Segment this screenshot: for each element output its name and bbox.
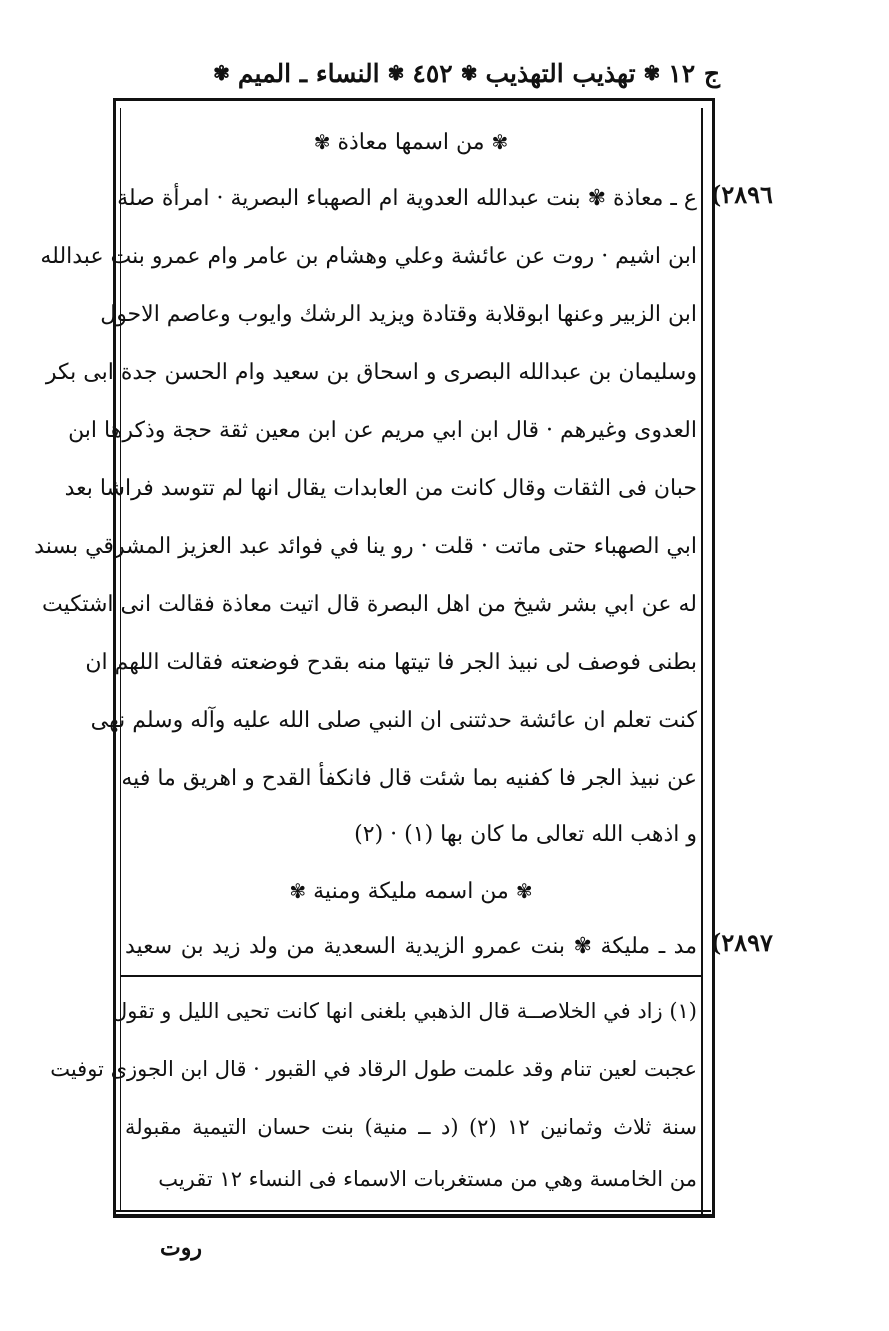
footnote-line: (١) زاد في الخلاصــة قال الذهبي بلغنى انها كانت تحيى الليل و تقول bbox=[112, 999, 697, 1023]
section-title: النساء ـ الميم bbox=[237, 58, 380, 88]
footnote-line: من الخامسة وهي من مستغربات الاسماء فى النساء ١٢ تقريب bbox=[158, 1167, 697, 1191]
text-line: حبان فى الثقات وقال كانت من العابدات يقال انها لم تتوسد فراشا بعد bbox=[64, 476, 697, 501]
text-line: له عن ابي بشر شيخ من اهل البصرة قال اتيت معاذة فقالت انى اشتكيت bbox=[41, 592, 697, 617]
text-line: العدوى وغيرهم · قال ابن ابي مريم عن ابن معين ثقة حجة وذكرها ابن bbox=[68, 418, 697, 443]
entry-heading bbox=[125, 862, 697, 920]
volume-label: ج ١٢ bbox=[668, 58, 720, 88]
text-line: وسليمان بن عبدالله البصرى و اسحاق بن سعيد وام الحسن جدة ابى بكر bbox=[45, 360, 697, 385]
frame-inner-bottom-rule bbox=[113, 1210, 711, 1212]
flower-ornament-icon bbox=[388, 61, 405, 85]
flower-ornament-icon bbox=[213, 61, 230, 85]
text-line: مد ـ مليكة ✾ بنت عمرو الزيدية السعدية من ولد زيد بن سعيد bbox=[125, 934, 697, 959]
entry-number: (٢٨٩٧ bbox=[710, 928, 773, 957]
text-line: عن نبيذ الجر فا كفنيه بما شئت قال فانكفأ القدح و اهريق ما فيه bbox=[121, 766, 697, 791]
entry-heading-text: من اسمها معاذة bbox=[337, 130, 485, 155]
text-line: كنت تعلم ان عائشة حدثتنى ان النبي صلى الله عليه وآله وسلم نهى bbox=[90, 708, 697, 733]
footnote-line: عجبت لعين تنام وقد علمت طول الرقاد في القبور · قال ابن الجوزى توفيت bbox=[50, 1057, 697, 1081]
text-line: ابن الزبير وعنها ابوقلابة وقتادة ويزيد الرشك وايوب وعاصم الاحول bbox=[100, 302, 697, 327]
text-line: ع ـ معاذة ✾ بنت عبدالله العدوية ام الصهباء البصرية · امرأة صلة bbox=[117, 186, 697, 211]
book-title: تهذيب التهذيب bbox=[485, 58, 636, 88]
entry-heading bbox=[125, 113, 697, 171]
flower-ornament-icon bbox=[516, 879, 533, 903]
text-line: و اذهب الله تعالى ما كان بها (١) · (٢) bbox=[354, 822, 697, 847]
frame-inner-right-rule bbox=[701, 108, 703, 1216]
text-line: ابي الصهباء حتى ماتت · قلت · رو ينا في فوائد عبد العزيز المشرقي بسند bbox=[34, 534, 697, 559]
flower-ornament-icon bbox=[314, 130, 331, 154]
running-header bbox=[100, 48, 720, 98]
text-line: ابن اشيم · روت عن عائشة وعلي وهشام بن عامر وام عمرو بنت عبدالله bbox=[40, 244, 697, 269]
page-number: ٤٥٢ bbox=[412, 58, 453, 88]
flower-ornament-icon bbox=[644, 61, 661, 85]
entry-heading-text: من اسمه مليكة ومنية bbox=[313, 879, 509, 904]
flower-ornament-icon bbox=[492, 130, 509, 154]
entry-number: (٢٨٩٦ bbox=[710, 180, 773, 209]
catchword: روت bbox=[160, 1235, 202, 1261]
text-line: بطنى فوصف لى نبيذ الجر فا تيتها منه بقدح فوضعته فقالت اللهم ان bbox=[85, 650, 697, 675]
flower-ornament-icon bbox=[289, 879, 306, 903]
flower-ornament-icon bbox=[461, 61, 478, 85]
footnote-separator bbox=[121, 975, 701, 977]
footnote-line: سنة ثلاث وثمانين ١٢ (٢) (د ــ منية) بنت حسان التيمية مقبولة bbox=[125, 1115, 697, 1139]
